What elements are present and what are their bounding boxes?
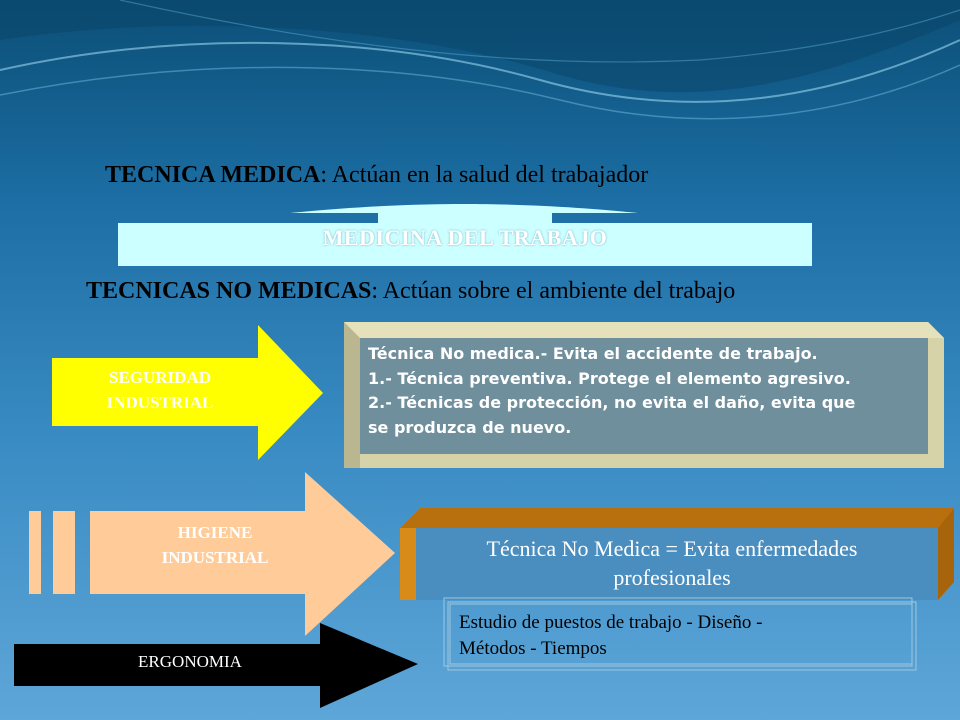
seguridad-industrial-label — [60, 365, 260, 415]
seguridad-label-line-1: SEGURIDAD — [108, 368, 212, 387]
seguridad-line-1: Técnica No medica.- Evita el accidente de trabajo. — [368, 344, 818, 363]
tecnica-medica-description: : Actúan en la salud del trabajador — [320, 162, 649, 188]
seguridad-line-4: se produzca de nuevo. — [368, 417, 572, 437]
tecnicas-no-medicas-description: : Actúan sobre el ambiente del trabajo — [371, 278, 736, 304]
higiene-industrial-label — [105, 520, 325, 570]
seguridad-description-text — [368, 342, 928, 440]
medicina-del-trabajo-label: MEDICINA DEL TRABAJO — [322, 225, 608, 250]
higiene-label-line-2: INDUSTRIAL — [161, 548, 269, 567]
seguridad-label-line-2: INDUSTRIAL — [106, 393, 214, 412]
ergonomia-box-line-1: Estudio de puestos de trabajo - Diseño - — [459, 612, 763, 633]
ergonomia-box-line-2: Métodos - Tiempos — [459, 638, 607, 659]
tecnicas-no-medicas-term: TECNICAS NO MEDICAS — [86, 278, 372, 304]
higiene-box-line-2: profesionales — [613, 565, 731, 590]
higiene-box-line-1: Técnica No Medica = Evita enfermedades — [486, 536, 858, 561]
ergonomia-label: ERGONOMIA — [138, 652, 242, 671]
higiene-label-line-1: HIGIENE — [177, 523, 253, 542]
higiene-stripe-2 — [53, 511, 75, 594]
seguridad-line-3: 2.- Técnicas de protección, no evita el daño, evita que — [368, 393, 856, 412]
ergonomia-description-text — [459, 610, 909, 662]
higiene-description-text — [412, 534, 932, 592]
tecnica-medica-term: TECNICA MEDICA — [105, 162, 321, 188]
higiene-stripe-1 — [29, 511, 41, 594]
seguridad-line-2: 1.- Técnica preventiva. Protege el elemento agresivo. — [368, 368, 851, 388]
